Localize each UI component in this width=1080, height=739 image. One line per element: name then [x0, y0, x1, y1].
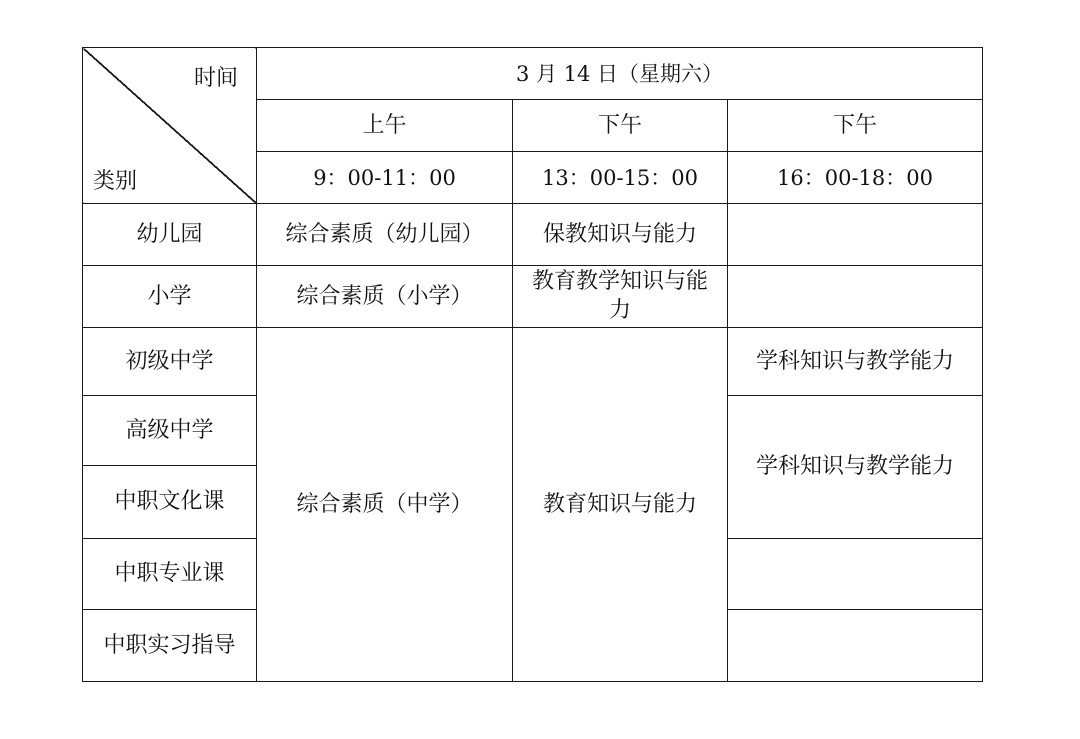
subject-cell: [513, 266, 728, 328]
category-cell: 中职文化课: [83, 466, 257, 539]
time-corner-label: 时间: [193, 66, 238, 91]
session-label: 下午: [513, 100, 728, 152]
exam-date-header: 3 月 14 日（星期六）: [257, 48, 983, 100]
table-row: [83, 266, 983, 328]
corner-header-cell: [83, 48, 257, 204]
session-time: 13：00-15：00: [513, 152, 728, 204]
header-date-row: [83, 48, 983, 100]
subject-cell: [728, 610, 983, 682]
table-row: [83, 204, 983, 266]
category-cell: 小学: [83, 266, 257, 328]
exam-schedule-table: [82, 47, 983, 682]
subject-cell: [728, 204, 983, 266]
category-cell: 高级中学: [83, 396, 257, 466]
session-time: 16：00-18：00: [728, 152, 983, 204]
category-cell: 中职专业课: [83, 539, 257, 610]
table-row: [83, 328, 983, 396]
subject-cell: 学科知识与教学能力: [728, 328, 983, 396]
subject-cell: 保教知识与能力: [513, 204, 728, 266]
subject-cell-merged: 教育知识与能力: [513, 328, 728, 682]
subject-text: 教育教学知识与能力: [531, 269, 708, 323]
category-corner-label: 类别: [93, 169, 138, 194]
session-label: 上午: [257, 100, 513, 152]
subject-cell-merged: 学科知识与教学能力: [728, 396, 983, 539]
category-cell: 初级中学: [83, 328, 257, 396]
category-cell: 幼儿园: [83, 204, 257, 266]
session-label: 下午: [728, 100, 983, 152]
session-time: 9：00-11：00: [257, 152, 513, 204]
subject-cell: 综合素质（小学）: [257, 266, 513, 328]
subject-cell-merged: 综合素质（中学）: [257, 328, 513, 682]
subject-cell: [728, 266, 983, 328]
category-cell: 中职实习指导: [83, 610, 257, 682]
subject-cell: [728, 539, 983, 610]
subject-cell: 综合素质（幼儿园）: [257, 204, 513, 266]
